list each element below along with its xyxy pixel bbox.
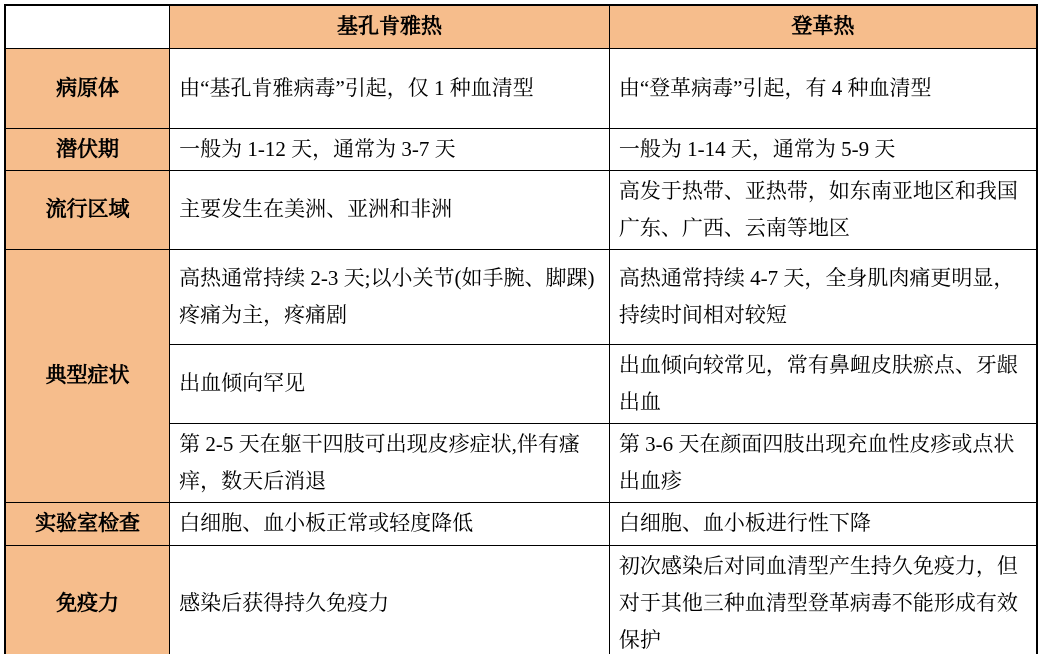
header-row xyxy=(5,5,1037,48)
cell-region-chikungunya: 主要发生在美洲、亚洲和非洲 xyxy=(170,170,610,249)
table-row-incubation xyxy=(5,128,1037,170)
cell-symptoms-fever-dengue: 高热通常持续 4-7 天，全身肌肉痛更明显，持续时间相对较短 xyxy=(609,249,1037,344)
cell-incubation-chikungunya: 一般为 1-12 天，通常为 3-7 天 xyxy=(170,128,610,170)
row-header-incubation: 潜伏期 xyxy=(5,128,170,170)
cell-symptoms-bleeding-dengue: 出血倾向较常见，常有鼻衄皮肤瘀点、牙龈出血 xyxy=(609,344,1037,423)
cell-incubation-dengue: 一般为 1-14 天，通常为 5-9 天 xyxy=(609,128,1037,170)
disease-comparison-table xyxy=(4,4,1038,654)
table-row-pathogen xyxy=(5,48,1037,128)
cell-lab-test-chikungunya: 白细胞、血小板正常或轻度降低 xyxy=(170,502,610,545)
table-row-lab-test xyxy=(5,502,1037,545)
cell-lab-test-dengue: 白细胞、血小板进行性下降 xyxy=(609,502,1037,545)
row-header-pathogen: 病原体 xyxy=(5,48,170,128)
row-header-symptoms: 典型症状 xyxy=(5,249,170,502)
row-header-lab-test: 实验室检查 xyxy=(5,502,170,545)
table-row-immunity xyxy=(5,545,1037,654)
row-header-region: 流行区域 xyxy=(5,170,170,249)
cell-immunity-chikungunya: 感染后获得持久免疫力 xyxy=(170,545,610,654)
cell-symptoms-bleeding-chikungunya: 出血倾向罕见 xyxy=(170,344,610,423)
column-header-dengue: 登革热 xyxy=(609,5,1037,48)
column-header-chikungunya: 基孔肯雅热 xyxy=(170,5,610,48)
cell-symptoms-rash-dengue: 第 3-6 天在颜面四肢出现充血性皮疹或点状出血疹 xyxy=(609,423,1037,502)
cell-symptoms-rash-chikungunya: 第 2-5 天在躯干四肢可出现皮疹症状,伴有瘙痒，数天后消退 xyxy=(170,423,610,502)
table-row-region xyxy=(5,170,1037,249)
cell-region-dengue: 高发于热带、亚热带，如东南亚地区和我国广东、广西、云南等地区 xyxy=(609,170,1037,249)
cell-pathogen-dengue: 由“登革病毒”引起，有 4 种血清型 xyxy=(609,48,1037,128)
cell-symptoms-fever-chikungunya: 高热通常持续 2-3 天;以小关节(如手腕、脚踝)疼痛为主，疼痛剧 xyxy=(170,249,610,344)
table-row-symptoms-fever xyxy=(5,249,1037,344)
cell-pathogen-chikungunya: 由“基孔肯雅病毒”引起，仅 1 种血清型 xyxy=(170,48,610,128)
corner-cell xyxy=(5,5,170,48)
row-header-immunity: 免疫力 xyxy=(5,545,170,654)
cell-immunity-dengue: 初次感染后对同血清型产生持久免疫力，但对于其他三种血清型登革病毒不能形成有效保护 xyxy=(609,545,1037,654)
